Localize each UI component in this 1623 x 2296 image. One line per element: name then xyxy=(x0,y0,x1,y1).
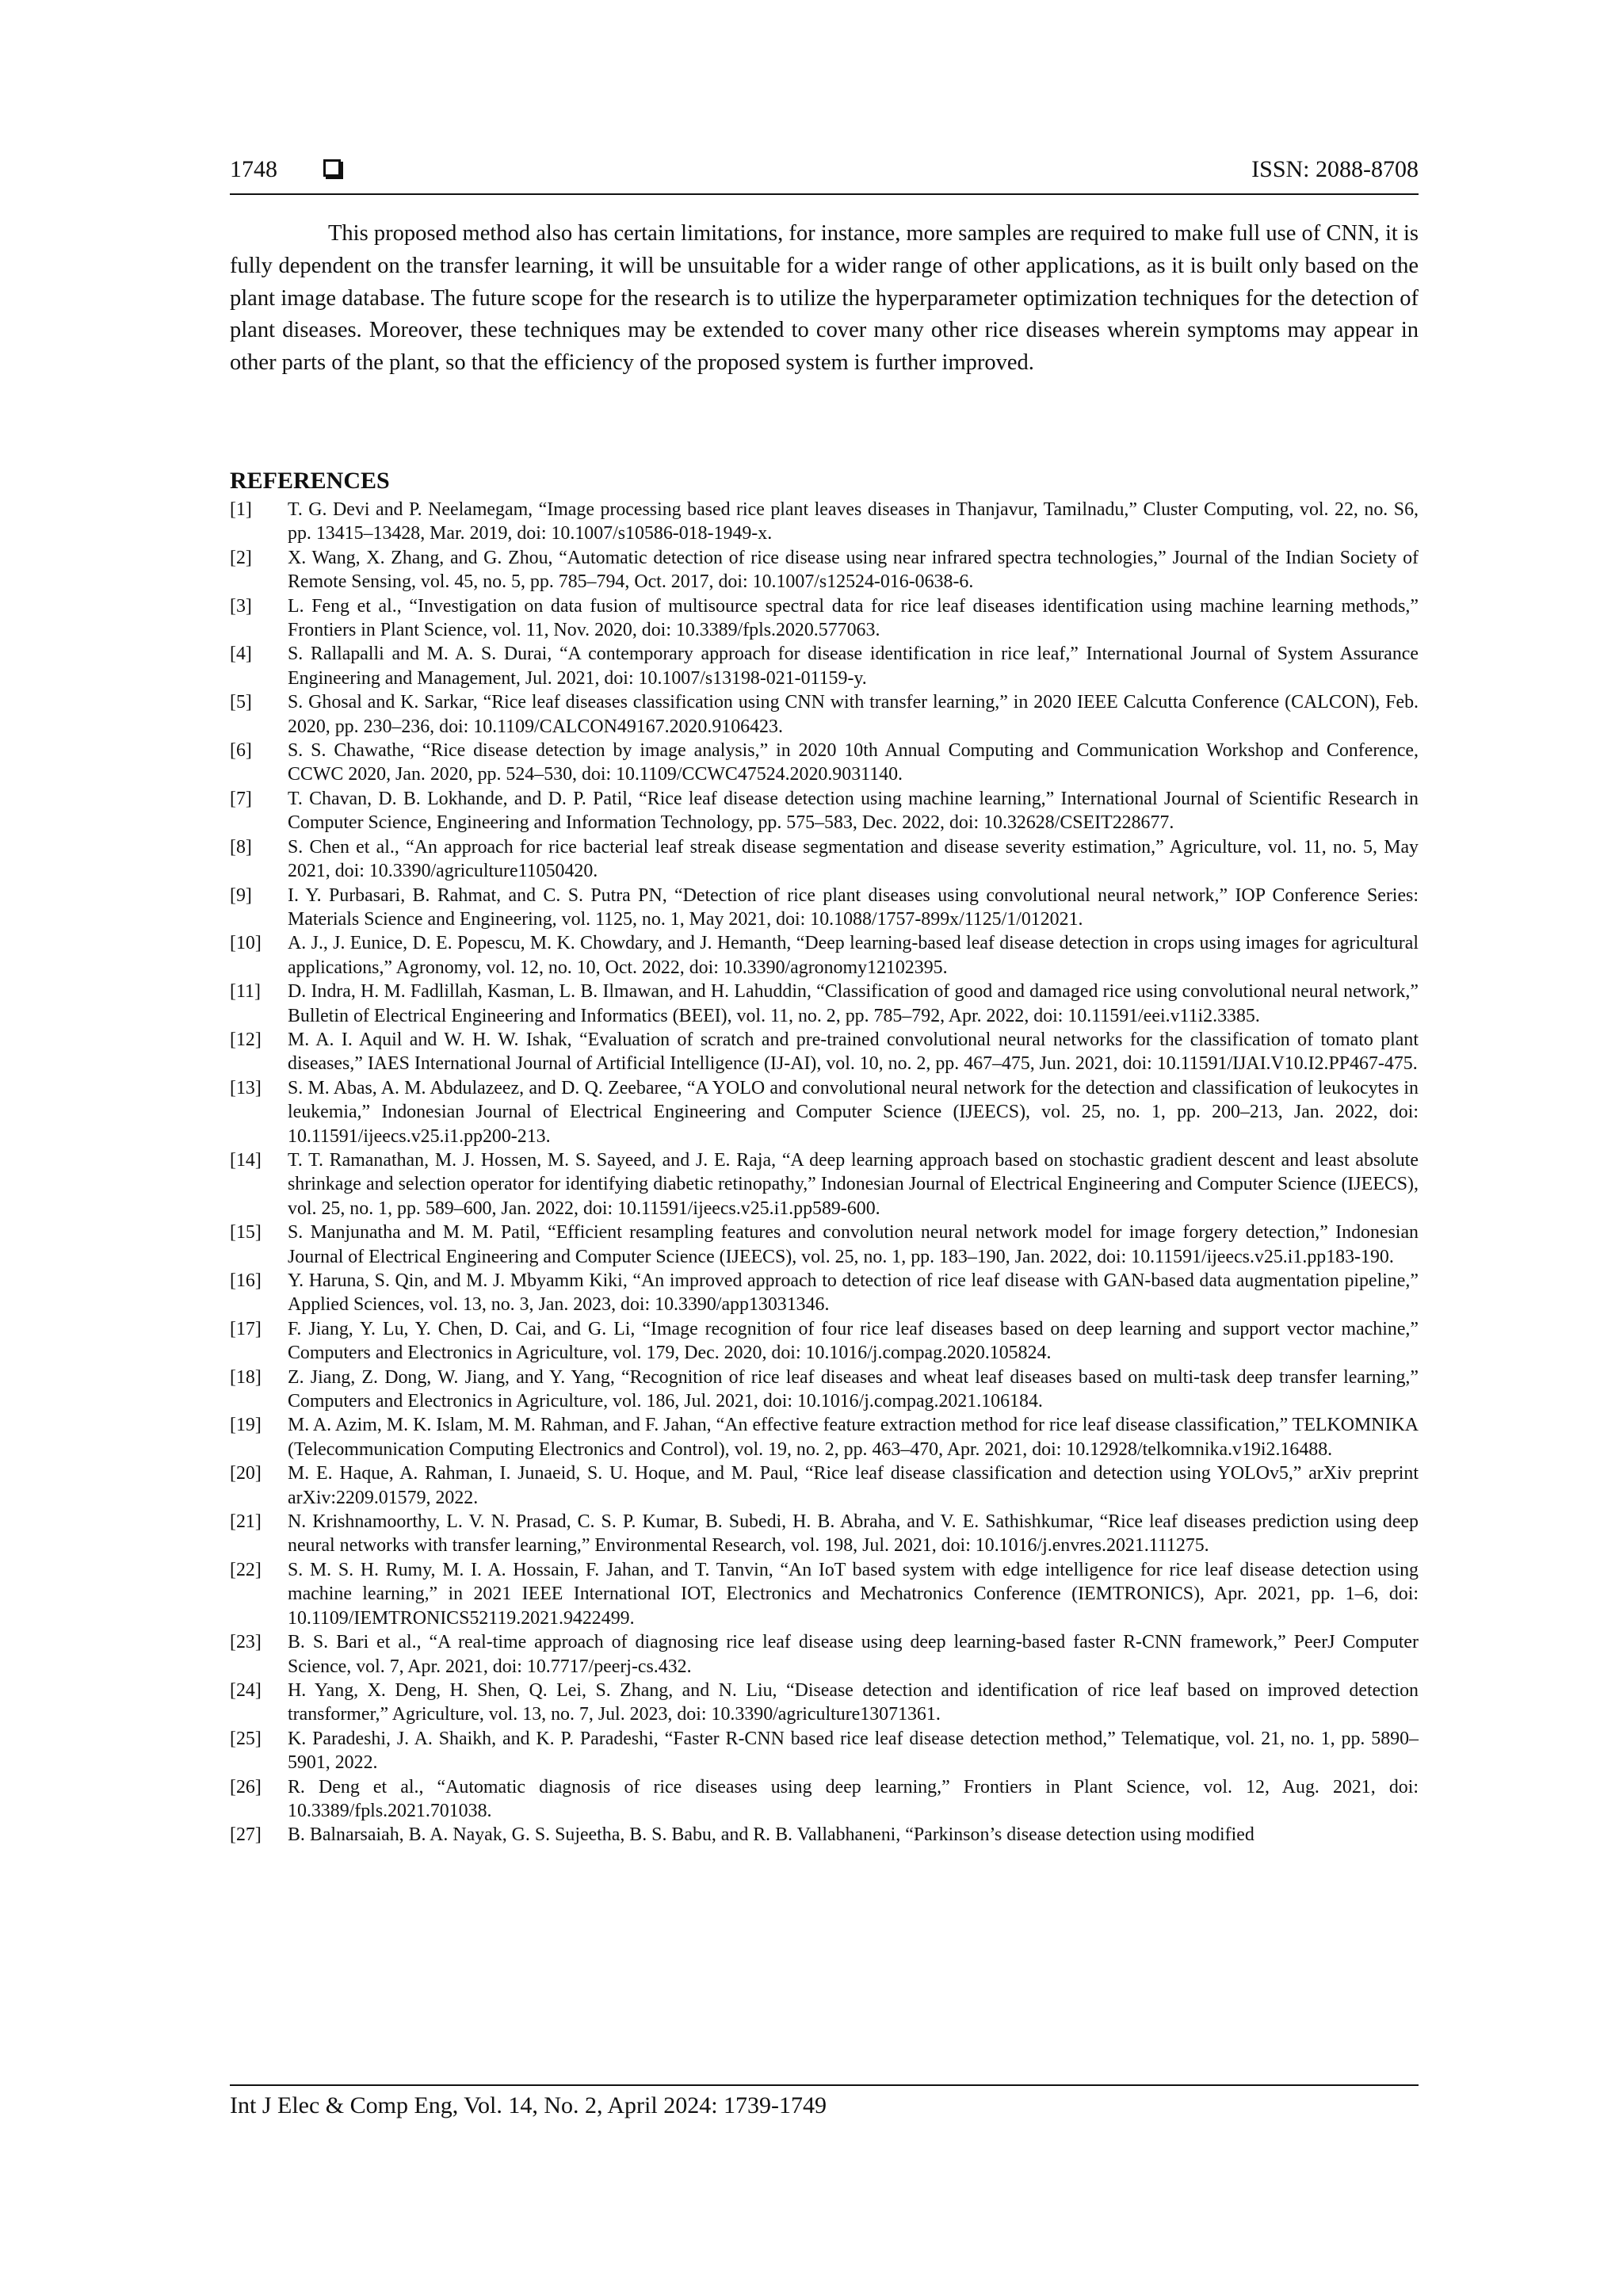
reference-item xyxy=(230,546,1419,594)
reference-number: [11] xyxy=(230,981,261,1003)
square-icon xyxy=(323,159,341,177)
reference-item xyxy=(230,498,1419,546)
reference-text: S. S. Chawathe, “Rice disease detection by image analysis,” in 2020 10th Annual Computing and Communication Workshop and Conference, CCWC 2020, Jan. 2020, pp. 524–530, doi: 10.1109/CCWC47524.2020.9031140. xyxy=(288,740,1419,785)
footer-citation: Int J Elec & Comp Eng, Vol. 14, No. 2, April 2024: 1739-1749 xyxy=(230,2092,827,2118)
reference-text: R. Deng et al., “Automatic diagnosis of rice diseases using deep learning,” Frontiers in Plant Science, vol. 12, Aug. 2021, doi: 10.3389/fpls.2021.701038. xyxy=(288,1776,1419,1821)
reference-text: S. Ghosal and K. Sarkar, “Rice leaf diseases classification using CNN with transfer learning,” in 2020 IEEE Calcutta Conference (CALCON), Feb. 2020, pp. 230–236, doi: 10.1109/CALCON49167.2020.9106423. xyxy=(288,692,1419,737)
reference-item xyxy=(230,1558,1419,1630)
reference-text: S. Rallapalli and M. A. S. Durai, “A contemporary approach for disease identification in rice leaf,” International Journal of System Assurance Engineering and Management, Jul. 2021, doi: 10.1007/s13198-021-01159-y. xyxy=(288,644,1419,689)
page-number: 1748 xyxy=(230,156,277,182)
reference-number: [5] xyxy=(230,692,252,713)
reference-text: M. E. Haque, A. Rahman, I. Junaeid, S. U. Hoque, and M. Paul, “Rice leaf disease classification and detection using YOLOv5,” arXiv preprint arXiv:2209.01579, 2022. xyxy=(288,1463,1419,1508)
reference-text: S. Chen et al., “An approach for rice bacterial leaf streak disease segmentation and disease severity estimation,” Agriculture, vol. 11, no. 5, May 2021, doi: 10.3390/agriculture11050420. xyxy=(288,836,1419,882)
reference-item xyxy=(230,1413,1419,1461)
reference-number: [1] xyxy=(230,499,252,520)
reference-number: [13] xyxy=(230,1077,262,1098)
reference-text: T. G. Devi and P. Neelamegam, “Image processing based rice plant leaves diseases in Thanjavur, Tamilnadu,” Cluster Computing, vol. 22, no. S6, pp. 13415–13428, Mar. 2019, doi: 10.1007/s10586-018-1949-x. xyxy=(288,499,1419,544)
reference-text: I. Y. Purbasari, B. Rahmat, and C. S. Putra PN, “Detection of rice plant diseases using convolutional neural network,” IOP Conference Series: Materials Science and Engineering, vol. 1125, no. 1, May 2021, doi: 10.1088/1757-899x/1125/1/012021. xyxy=(288,884,1419,930)
reference-number: [9] xyxy=(230,884,252,906)
reference-text: N. Krishnamoorthy, L. V. N. Prasad, C. S. P. Kumar, B. Subedi, H. B. Abraha, and V. E. Sathishkumar, “Rice leaf diseases prediction using deep neural networks with transfer learning,” Environmental Research, vol. 198, Jul. 2021, doi: 10.1016/j.envres.2021.111275. xyxy=(288,1511,1419,1557)
reference-text: A. J., J. Eunice, D. E. Popescu, M. K. Chowdary, and J. Hemanth, “Deep learning-based leaf disease detection in crops using images for agricultural applications,” Agronomy, vol. 12, no. 10, Oct. 2022, doi: 10.3390/agronomy12102395. xyxy=(288,933,1419,978)
references-heading: REFERENCES xyxy=(230,468,390,494)
reference-item xyxy=(230,1679,1419,1727)
reference-item xyxy=(230,980,1419,1028)
reference-text: K. Paradeshi, J. A. Shaikh, and K. P. Paradeshi, “Faster R-CNN based rice leaf disease detection method,” Telematique, vol. 21, no. 1, pp. 5890–5901, 2022. xyxy=(288,1728,1419,1774)
reference-number: [2] xyxy=(230,547,252,568)
reference-item xyxy=(230,1823,1419,1847)
reference-number: [15] xyxy=(230,1222,262,1244)
reference-number: [26] xyxy=(230,1776,262,1797)
reference-text: S. Manjunatha and M. M. Patil, “Efficient resampling features and convolution neural network model for image forgery detection,” Indonesian Journal of Electrical Engineering and Computer Science (IJEECS), vol. 25, no. 1, pp. 183–190, Jan. 2022, doi: 10.11591/ijeecs.v25.i1.pp183-190. xyxy=(288,1222,1419,1267)
reference-text: T. T. Ramanathan, M. J. Hossen, M. S. Sayeed, and J. E. Raja, “A deep learning approach based on stochastic gradient descent and least absolute shrinkage and selection operator for identifying diabetic retinopathy,” Indonesian Journal of Electrical Engineering and Computer Science (IJEECS), vol. 25, no. 1, pp. 589–600, Jan. 2022, doi: 10.11591/ijeecs.v25.i1.pp589-600. xyxy=(288,1149,1419,1219)
reference-item xyxy=(230,642,1419,690)
reference-number: [14] xyxy=(230,1149,262,1171)
reference-text: T. Chavan, D. B. Lokhande, and D. P. Patil, “Rice leaf disease detection using machine learning,” International Journal of Scientific Research in Computer Science, Engineering and Information Technology, pp. 575–583, Dec. 2022, doi: 10.32628/CSEIT228677. xyxy=(288,788,1419,834)
reference-number: [20] xyxy=(230,1463,262,1484)
header-divider xyxy=(230,193,1419,195)
reference-number: [24] xyxy=(230,1679,262,1701)
reference-item xyxy=(230,931,1419,980)
reference-text: L. Feng et al., “Investigation on data fusion of multisource spectral data for rice leaf diseases identification using machine learning methods,” Frontiers in Plant Science, vol. 11, Nov. 2020, doi: 10.3389/fpls.2020.577063. xyxy=(288,595,1419,641)
reference-number: [25] xyxy=(230,1728,262,1749)
reference-number: [19] xyxy=(230,1415,262,1436)
reference-item xyxy=(230,1366,1419,1414)
reference-number: [6] xyxy=(230,740,252,762)
reference-text: Z. Jiang, Z. Dong, W. Jiang, and Y. Yang, “Recognition of rice leaf diseases and wheat leaf diseases based on multi-task deep transfer learning,” Computers and Electronics in Agriculture, vol. 186, Jul. 2021, doi: 10.1016/j.compag.2021.106184. xyxy=(288,1366,1419,1412)
reference-number: [18] xyxy=(230,1366,262,1388)
reference-number: [7] xyxy=(230,788,252,809)
reference-text: S. M. Abas, A. M. Abdulazeez, and D. Q. Zeebaree, “A YOLO and convolutional neural network for the detection and classification of leukocytes in leukemia,” Indonesian Journal of Electrical Engineering and Computer Science (IJEECS), vol. 25, no. 1, pp. 200–213, Jan. 2022, doi: 10.11591/ijeecs.v25.i1.pp200-213. xyxy=(288,1077,1419,1147)
reference-text: B. Balnarsaiah, B. A. Nayak, G. S. Sujeetha, B. S. Babu, and R. B. Vallabhaneni, “Parkinson’s disease detection using modified xyxy=(288,1824,1254,1846)
reference-number: [17] xyxy=(230,1318,262,1339)
reference-text: B. S. Bari et al., “A real-time approach of diagnosing rice leaf disease using deep learning-based faster R-CNN framework,” PeerJ Computer Science, vol. 7, Apr. 2021, doi: 10.7717/peerj-cs.432. xyxy=(288,1632,1419,1677)
reference-item xyxy=(230,1148,1419,1221)
reference-number: [21] xyxy=(230,1511,262,1533)
reference-item xyxy=(230,594,1419,643)
reference-number: [22] xyxy=(230,1559,262,1580)
reference-item xyxy=(230,690,1419,739)
reference-item xyxy=(230,1269,1419,1317)
reference-text: F. Jiang, Y. Lu, Y. Chen, D. Cai, and G. Li, “Image recognition of four rice leaf diseases based on deep learning and support vector machine,” Computers and Electronics in Agriculture, vol. 179, Dec. 2020, doi: 10.1016/j.compag.2020.105824. xyxy=(288,1318,1419,1364)
reference-number: [16] xyxy=(230,1270,262,1291)
reference-number: [8] xyxy=(230,836,252,858)
reference-number: [27] xyxy=(230,1824,262,1846)
reference-text: H. Yang, X. Deng, H. Shen, Q. Lei, S. Zhang, and N. Liu, “Disease detection and identification of rice leaf based on improved detection transformer,” Agriculture, vol. 13, no. 7, Jul. 2023, doi: 10.3390/agriculture13071361. xyxy=(288,1679,1419,1725)
reference-number: [12] xyxy=(230,1029,262,1050)
reference-item xyxy=(230,1630,1419,1679)
reference-text: S. M. S. H. Rumy, M. I. A. Hossain, F. Jahan, and T. Tanvin, “An IoT based system with edge intelligence for rice leaf disease detection using machine learning,” in 2021 IEEE International IOT, Electronics and Mechatronics Conference (IEMTRONICS), Apr. 2021, pp. 1–6, doi: 10.1109/IEMTRONICS52119.2021.9422499. xyxy=(288,1559,1419,1629)
reference-item xyxy=(230,1076,1419,1148)
reference-number: [10] xyxy=(230,933,262,954)
reference-number: [4] xyxy=(230,644,252,665)
reference-number: [3] xyxy=(230,595,252,617)
reference-item xyxy=(230,884,1419,932)
page-header xyxy=(230,153,1419,191)
footer-divider xyxy=(230,2084,1419,2086)
reference-item xyxy=(230,1510,1419,1558)
body-paragraph: This proposed method also has certain limitations, for instance, more samples are required to make full use of CNN, it is fully dependent on the transfer learning, it will be unsuitable for a wider range of other applications, as it is built only based on the plant image database. The future scope for the research is to utilize the hyperparameter optimization techniques for the detection of plant diseases. Moreover, these techniques may be extended to cover many other rice diseases wherein symptoms may appear in other parts of the plant, so that the efficiency of the proposed system is further improved. xyxy=(230,221,1419,376)
reference-text: X. Wang, X. Zhang, and G. Zhou, “Automatic detection of rice disease using near infrared spectra technologies,” Journal of the Indian Society of Remote Sensing, vol. 45, no. 5, pp. 785–794, Oct. 2017, doi: 10.1007/s12524-016-0638-6. xyxy=(288,547,1419,593)
reference-item xyxy=(230,1028,1419,1076)
reference-text: M. A. I. Aquil and W. H. W. Ishak, “Evaluation of scratch and pre-trained convolutional neural networks for the classification of tomato plant diseases,” IAES International Journal of Artificial Intelligence (IJ-AI), vol. 10, no. 2, pp. 467–475, Jun. 2021, doi: 10.11591/IJAI.V10.I2.PP467-475. xyxy=(288,1029,1419,1075)
reference-text: D. Indra, H. M. Fadlillah, Kasman, L. B. Ilmawan, and H. Lahuddin, “Classification of good and damaged rice using convolutional neural network,” Bulletin of Electrical Engineering and Informatics (BEEI), vol. 11, no. 2, pp. 785–792, Apr. 2022, doi: 10.11591/eei.v11i2.3385. xyxy=(288,981,1419,1026)
reference-item xyxy=(230,787,1419,835)
references-list xyxy=(230,498,1419,1847)
reference-item xyxy=(230,1221,1419,1269)
reference-text: M. A. Azim, M. K. Islam, M. M. Rahman, and F. Jahan, “An effective feature extraction method for rice leaf disease classification,” TELKOMNIKA (Telecommunication Computing Electronics and Control), vol. 19, no. 2, pp. 463–470, Apr. 2021, doi: 10.12928/telkomnika.v19i2.16488. xyxy=(288,1415,1419,1460)
reference-item xyxy=(230,1775,1419,1824)
reference-number: [23] xyxy=(230,1632,262,1653)
reference-text: Y. Haruna, S. Qin, and M. J. Mbyamm Kiki, “An improved approach to detection of rice leaf disease with GAN-based data augmentation pipeline,” Applied Sciences, vol. 13, no. 3, Jan. 2023, doi: 10.3390/app13031346. xyxy=(288,1270,1419,1316)
issn-label: ISSN: 2088-8708 xyxy=(1251,156,1419,182)
reference-item xyxy=(230,1727,1419,1775)
reference-item xyxy=(230,1317,1419,1366)
reference-item xyxy=(230,739,1419,787)
reference-item xyxy=(230,1461,1419,1510)
reference-item xyxy=(230,835,1419,884)
